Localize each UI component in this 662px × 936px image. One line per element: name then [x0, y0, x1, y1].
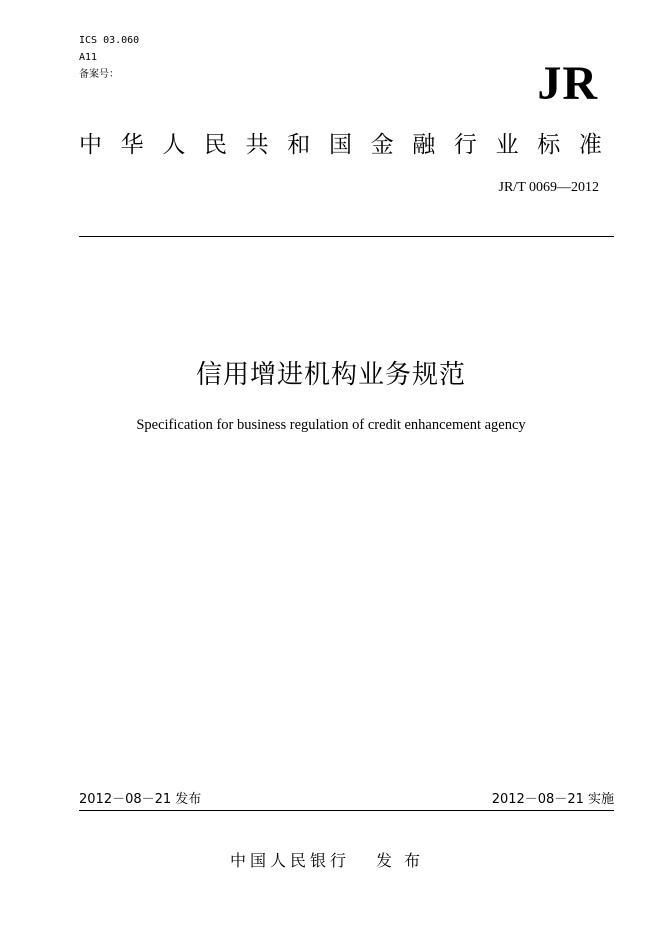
- date-row: [79, 790, 614, 811]
- document-title-english: Specification for business regulation of credit enhancement agency: [136, 417, 526, 433]
- industry-title-char: 准: [578, 132, 602, 158]
- industry-title-char: 标: [537, 132, 561, 158]
- issue-word: 发布: [376, 851, 433, 870]
- industry-title-char: 人: [162, 132, 186, 158]
- implementation-date: 2012－08－21 实施: [491, 792, 614, 807]
- publish-date: 2012－08－21 发布: [79, 792, 202, 807]
- jr-logo: JR: [537, 57, 598, 110]
- standard-number: JR/T 0069—2012: [498, 180, 599, 195]
- industry-title-char: 业: [495, 132, 519, 158]
- industry-title-char: 国: [328, 132, 352, 158]
- industry-title-char: 融: [412, 132, 436, 158]
- industry-title-char: 华: [120, 132, 144, 158]
- document-title-chinese: 信用增进机构业务规范: [195, 360, 466, 390]
- industry-standard-title: [79, 130, 602, 160]
- issuer-line: [0, 850, 662, 872]
- industry-title-char: 金: [370, 132, 394, 158]
- ics-code: ICS 03.060: [79, 35, 140, 46]
- industry-title-char: 共: [245, 132, 269, 158]
- industry-title-char: 行: [453, 132, 477, 158]
- classification-code: A11: [79, 52, 98, 63]
- industry-title-char: 民: [203, 132, 227, 158]
- industry-title-char: 和: [287, 132, 311, 158]
- issuer-name: 中国人民银行: [229, 851, 350, 870]
- record-number-label: 备案号：: [79, 69, 119, 80]
- top-divider: [79, 236, 614, 237]
- industry-title-char: 中: [79, 132, 102, 158]
